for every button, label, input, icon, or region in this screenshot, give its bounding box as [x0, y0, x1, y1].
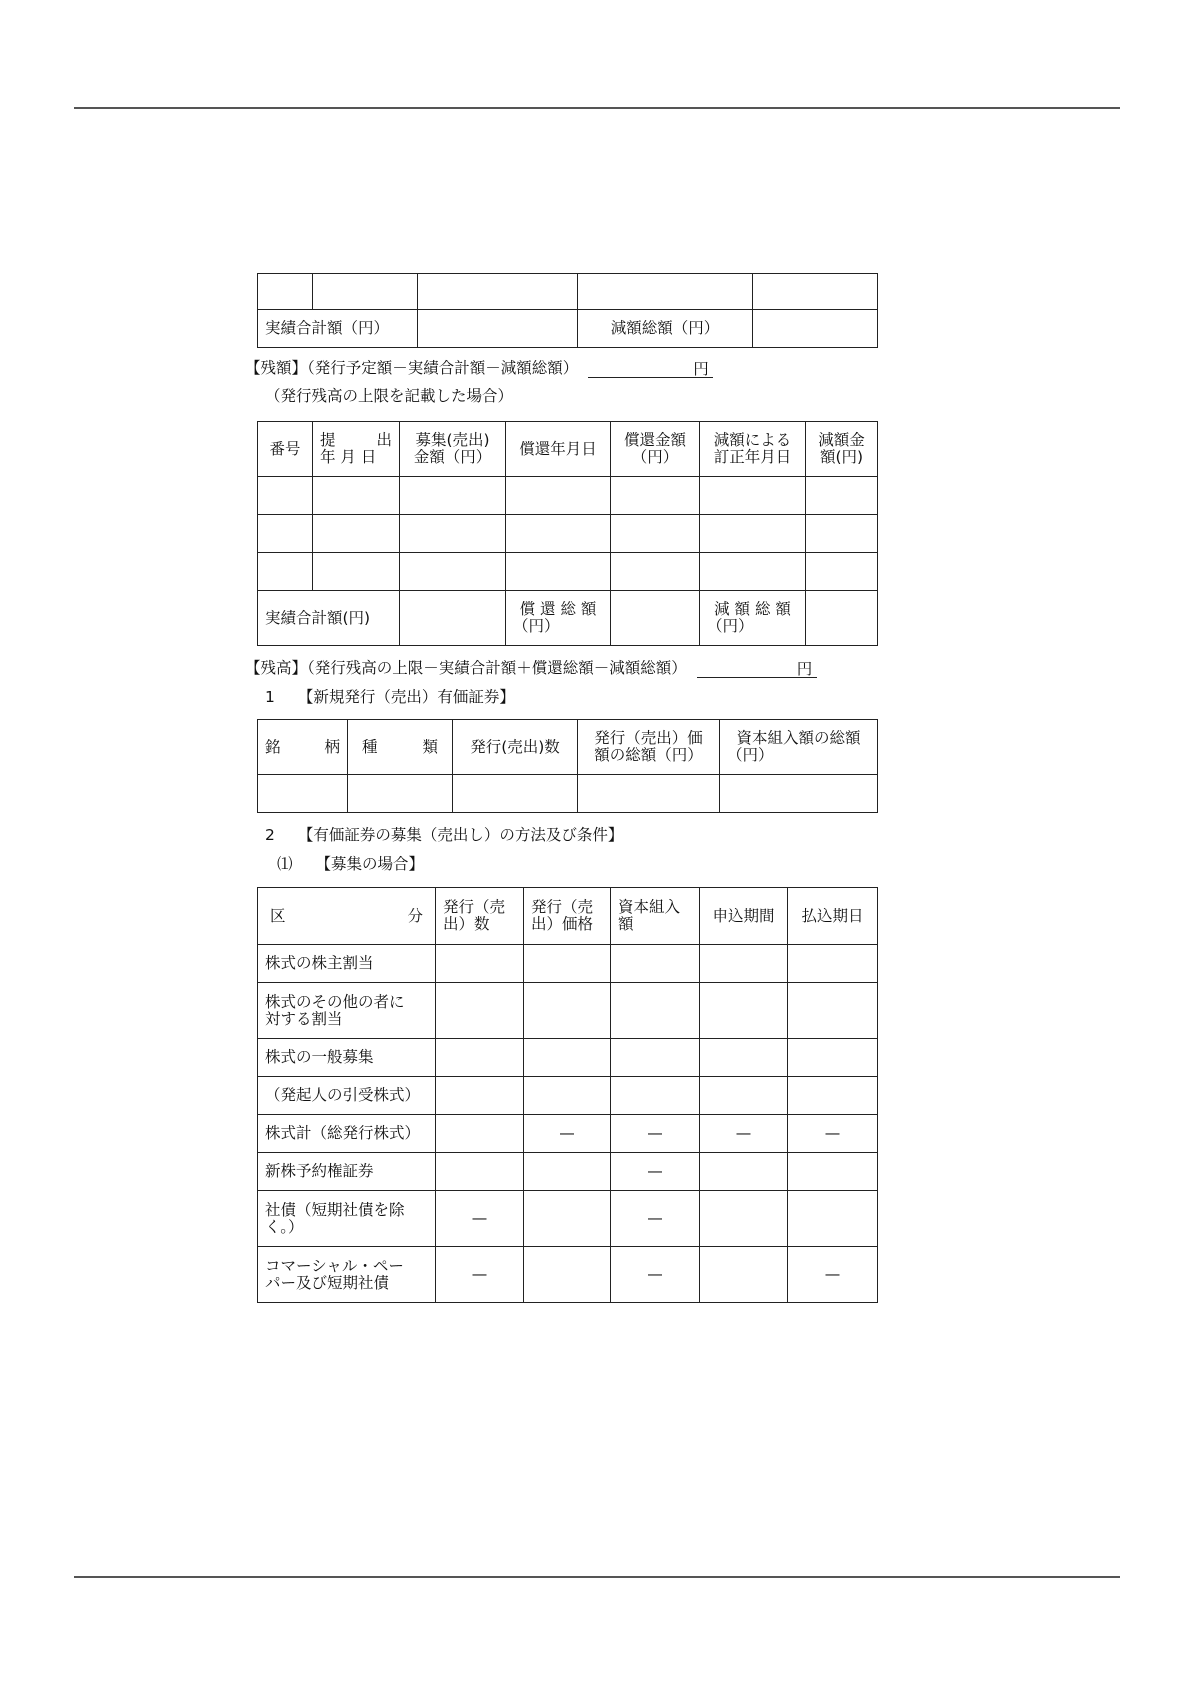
- section-1-title: 【新規発行（売出）有価証券】: [297, 688, 515, 706]
- table-cell[interactable]: [258, 477, 313, 515]
- row-label: [258, 983, 436, 1039]
- redemption-table: [257, 421, 878, 646]
- col-reduction-amount: [806, 422, 878, 477]
- col-category: [258, 888, 436, 945]
- col-issue: [258, 720, 348, 775]
- col-kind: [348, 720, 453, 775]
- table-row: [258, 1191, 878, 1247]
- upper-limit-note: （発行残高の上限を記載した場合）: [265, 387, 514, 405]
- col-capital-total: [720, 720, 878, 775]
- table-cell[interactable]: [524, 1039, 611, 1077]
- section-1-number: 1: [265, 688, 275, 706]
- reduction-label-b: 額(円): [819, 448, 864, 466]
- offering-conditions-table: [257, 887, 878, 1303]
- col-count: 発行(売出)数: [453, 720, 578, 775]
- reduction-total-label-b: （円）: [707, 617, 754, 635]
- table-cell[interactable]: [348, 775, 453, 813]
- redeem-total-label-a: 償 還 総 額: [519, 600, 597, 618]
- row-label: [258, 1247, 436, 1303]
- table-cell[interactable]: [313, 477, 400, 515]
- submit-date-label: 年 月 日: [320, 448, 377, 466]
- col-submit-date: [313, 422, 400, 477]
- reduction-total-label-a: 減 額 総 額: [714, 600, 791, 618]
- table-cell[interactable]: [506, 477, 611, 515]
- table-cell[interactable]: [788, 945, 878, 983]
- row-label-text: 社債（短期社債を除: [265, 1200, 405, 1219]
- row-label: [258, 945, 436, 983]
- table-row: [258, 1247, 878, 1303]
- reduction-total-value[interactable]: [753, 310, 878, 348]
- row-label-text: 株式の一般募集: [265, 1048, 374, 1066]
- table-cell: [788, 1115, 878, 1153]
- section-2-title: 【有価証券の募集（売出し）の方法及び条件】: [297, 826, 624, 844]
- table-cell: [611, 1191, 700, 1247]
- table-cell: [436, 1191, 524, 1247]
- table-cell[interactable]: [788, 1191, 878, 1247]
- table-cell[interactable]: [258, 515, 313, 553]
- row-label-text: 新株予約権証券: [265, 1162, 374, 1180]
- reduction-total-label: [700, 591, 806, 646]
- table-cell[interactable]: [611, 1039, 700, 1077]
- table-cell[interactable]: [524, 1153, 611, 1191]
- kind-label-a: 種: [362, 737, 378, 756]
- table-row: [258, 1039, 878, 1077]
- table-row: [258, 477, 878, 515]
- dash-mark: —: [559, 1124, 575, 1142]
- col-amend-date: [700, 422, 806, 477]
- balance-blank[interactable]: [588, 359, 693, 378]
- row-label-text: 株式のその他の者に: [265, 992, 405, 1011]
- table-cell[interactable]: [700, 1077, 788, 1115]
- table-cell: [611, 1247, 700, 1303]
- table-cell[interactable]: [436, 945, 524, 983]
- section-1-heading: [265, 687, 515, 707]
- table-cell[interactable]: [436, 1153, 524, 1191]
- table-cell[interactable]: [806, 515, 878, 553]
- dash-mark: —: [647, 1265, 663, 1283]
- table-cell[interactable]: [436, 1115, 524, 1153]
- dash-mark: —: [471, 1209, 488, 1227]
- table-cell[interactable]: [400, 553, 506, 591]
- continuation-table: [257, 273, 878, 348]
- capital-label-a: 資本組入: [618, 898, 681, 916]
- table-cell[interactable]: [524, 1247, 611, 1303]
- table-cell: [788, 1247, 878, 1303]
- capital-label-b: 額: [618, 915, 634, 933]
- table-cell: [611, 1153, 700, 1191]
- dash-mark: —: [824, 1124, 841, 1142]
- table-cell[interactable]: [788, 1077, 878, 1115]
- table-cell[interactable]: [700, 945, 788, 983]
- actual-total-value[interactable]: [400, 591, 506, 646]
- table-cell[interactable]: [578, 775, 720, 813]
- table-cell[interactable]: [700, 515, 806, 553]
- price-label-b: 出）価格: [531, 915, 594, 933]
- table-cell[interactable]: [720, 775, 878, 813]
- balance-line: [245, 358, 713, 378]
- reduction-label-a: 減額金: [818, 431, 865, 449]
- table-cell[interactable]: [506, 515, 611, 553]
- total-label-a: 発行（売出）価: [594, 729, 703, 747]
- outstanding-line: [245, 658, 817, 678]
- dash-mark: —: [647, 1124, 663, 1142]
- redeem-total-value[interactable]: [611, 591, 700, 646]
- table-cell[interactable]: [313, 274, 418, 310]
- table-row: [258, 515, 878, 553]
- total-label-b: 額の総額（円）: [594, 746, 703, 764]
- redeem-amount-label-a: 償還金額: [623, 431, 686, 449]
- table-cell[interactable]: [611, 553, 700, 591]
- category-label-b: 分: [407, 906, 423, 925]
- table-cell[interactable]: [700, 1153, 788, 1191]
- table-cell[interactable]: [611, 1077, 700, 1115]
- table-cell[interactable]: [506, 553, 611, 591]
- table-cell[interactable]: [806, 477, 878, 515]
- subsection-1-number: ⑴: [277, 855, 293, 873]
- table-cell[interactable]: [258, 553, 313, 591]
- col-redeem-date: 償還年月日: [506, 422, 611, 477]
- col-number: 番号: [258, 422, 313, 477]
- col-offer-amount: [400, 422, 506, 477]
- balance-unit: 円: [693, 359, 713, 378]
- section-2-heading: [265, 825, 623, 845]
- row-label: [258, 1191, 436, 1247]
- table-cell[interactable]: [258, 274, 313, 310]
- actual-total-label: 実績合計額(円): [258, 591, 400, 646]
- col-price: [524, 888, 611, 945]
- header-rule: [74, 107, 1120, 109]
- row-label: [258, 1077, 436, 1115]
- subsection-1-heading: [277, 854, 424, 874]
- row-label: [258, 1039, 436, 1077]
- section-2-number: 2: [265, 826, 275, 844]
- table-cell[interactable]: [436, 983, 524, 1039]
- table-cell: [611, 1115, 700, 1153]
- reduction-total-label: 減額総額（円）: [578, 310, 753, 348]
- col-capital: [611, 888, 700, 945]
- table-row: [258, 983, 878, 1039]
- table-cell[interactable]: [524, 983, 611, 1039]
- count-label-a: 発行（売: [443, 898, 506, 916]
- table-row: [258, 553, 878, 591]
- reduction-total-value[interactable]: [806, 591, 878, 646]
- col-redeem-amount: [611, 422, 700, 477]
- table-cell: [700, 1115, 788, 1153]
- table-cell[interactable]: [578, 274, 753, 310]
- dash-mark: —: [735, 1124, 752, 1142]
- amend-label-a: 減額による: [713, 431, 792, 449]
- table-cell[interactable]: [313, 515, 400, 553]
- count-label-b: 出）数: [443, 915, 490, 933]
- capital-label-a: 資本組入額の総額: [736, 729, 861, 747]
- table-row: [258, 1153, 878, 1191]
- row-label-text: （発起人の引受株式）: [265, 1086, 421, 1104]
- redeem-amount-label-b: （円）: [631, 448, 679, 466]
- dash-mark: —: [647, 1209, 663, 1227]
- table-cell[interactable]: [700, 1191, 788, 1247]
- table-row: [258, 775, 878, 813]
- offer-label-a: 募集(売出): [415, 431, 490, 449]
- table-cell[interactable]: [611, 983, 700, 1039]
- col-total-amount: [578, 720, 720, 775]
- table-cell[interactable]: [788, 983, 878, 1039]
- table-cell[interactable]: [753, 274, 878, 310]
- row-label-text: 株式の株主割当: [265, 954, 374, 972]
- col-application-period: 申込期間: [700, 888, 788, 945]
- table-row: [258, 1077, 878, 1115]
- footer-rule: [74, 1576, 1120, 1578]
- table-cell[interactable]: [700, 477, 806, 515]
- table-cell[interactable]: [700, 983, 788, 1039]
- table-cell[interactable]: [788, 1039, 878, 1077]
- table-cell[interactable]: [611, 515, 700, 553]
- capital-label-b: （円）: [727, 746, 774, 764]
- outstanding-label: 【残高】（発行残高の上限－実績合計額＋償還総額－減額総額）: [245, 659, 687, 677]
- table-cell[interactable]: [806, 553, 878, 591]
- table-cell[interactable]: [611, 945, 700, 983]
- dash-mark: —: [647, 1162, 663, 1180]
- row-label: [258, 1115, 436, 1153]
- col-payment-date: 払込期日: [788, 888, 878, 945]
- submit-label-a: 提: [320, 431, 336, 449]
- table-cell[interactable]: [524, 945, 611, 983]
- table-cell[interactable]: [524, 1077, 611, 1115]
- kind-label-b: 類: [422, 737, 438, 756]
- table-cell[interactable]: [611, 477, 700, 515]
- actual-total-value[interactable]: [418, 310, 578, 348]
- table-cell[interactable]: [700, 1039, 788, 1077]
- table-cell[interactable]: [524, 1191, 611, 1247]
- redeem-total-label: [506, 591, 611, 646]
- table-cell[interactable]: [400, 477, 506, 515]
- table-cell: [436, 1247, 524, 1303]
- issue-label-a: 銘: [265, 737, 281, 756]
- submit-label-b: 出: [376, 431, 392, 449]
- table-cell[interactable]: [700, 553, 806, 591]
- category-label-a: 区: [270, 906, 286, 925]
- dash-mark: —: [824, 1265, 841, 1283]
- row-label-text: 株式計（総発行株式）: [265, 1124, 421, 1142]
- table-row: [258, 945, 878, 983]
- table-cell[interactable]: [788, 1153, 878, 1191]
- amend-label-b: 訂正年月日: [713, 448, 792, 466]
- subsection-1-title: 【募集の場合】: [315, 855, 424, 873]
- table-cell[interactable]: [400, 515, 506, 553]
- redeem-total-label-b: （円）: [513, 617, 560, 635]
- row-label-text: コマーシャル・ペー: [265, 1256, 404, 1275]
- outstanding-blank[interactable]: [697, 659, 797, 678]
- table-cell[interactable]: [436, 1039, 524, 1077]
- table-cell[interactable]: [258, 775, 348, 813]
- dash-mark: —: [471, 1265, 488, 1283]
- table-cell[interactable]: [313, 553, 400, 591]
- row-label-text: 対する割当: [265, 1009, 343, 1028]
- table-cell: [524, 1115, 611, 1153]
- outstanding-unit: 円: [797, 659, 817, 678]
- row-label: [258, 1153, 436, 1191]
- table-cell[interactable]: [453, 775, 578, 813]
- new-securities-table: [257, 719, 878, 813]
- col-count: [436, 888, 524, 945]
- balance-label: 【残額】（発行予定額－実績合計額－減額総額）: [245, 359, 579, 377]
- table-cell[interactable]: [418, 274, 578, 310]
- row-label-text: く。）: [265, 1217, 304, 1236]
- row-label-text: パー及び短期社債: [265, 1273, 390, 1292]
- offer-label-b: 金額（円）: [413, 448, 492, 466]
- table-cell[interactable]: [700, 1247, 788, 1303]
- actual-total-label: 実績合計額（円）: [258, 310, 418, 348]
- table-row: [258, 1115, 878, 1153]
- table-cell[interactable]: [436, 1077, 524, 1115]
- issue-label-b: 柄: [324, 737, 340, 756]
- price-label-a: 発行（売: [531, 898, 594, 916]
